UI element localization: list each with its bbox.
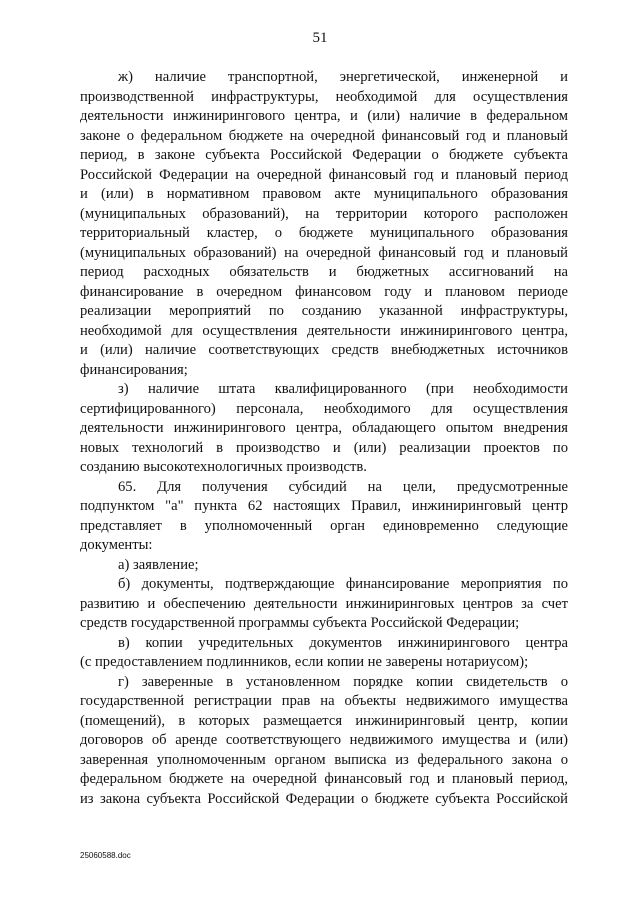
text-line: Российской Федерации на очередной финансовый год и плановый период bbox=[80, 166, 568, 183]
paragraph-b bbox=[80, 575, 568, 634]
paragraph-v bbox=[80, 634, 568, 673]
text-line: г) заверенные в установленном порядке копии свидетельств о bbox=[118, 673, 568, 690]
text-line: из закона субъекта Российской Федерации о бюджете субъекта Российской bbox=[80, 790, 568, 807]
text-line: заверенная уполномоченным органом выписка из федерального закона о bbox=[80, 751, 568, 768]
paragraph-z bbox=[80, 380, 568, 478]
text-line: (помещений), в которых размещается инжиниринговый центр, копии bbox=[80, 712, 568, 729]
paragraph-zh bbox=[80, 68, 568, 380]
text-line: период расходных обязательств и бюджетных ассигнований на bbox=[80, 264, 568, 280]
footer-file-code: 25060588.doc bbox=[80, 851, 131, 860]
text-line: (муниципальных образований), на территории которого расположен bbox=[80, 205, 568, 222]
text-line: договоров об аренде соответствующего недвижимого имущества и (или) bbox=[80, 732, 568, 748]
page-number: 51 bbox=[312, 30, 328, 46]
text-line: в) копии учредительных документов инжинирингового центра bbox=[118, 634, 568, 651]
text-line: деятельности инжинирингового центра, и (или) наличие в федеральном bbox=[80, 108, 568, 124]
text-line: и (или) наличие соответствующих средств внебюджетных источников bbox=[80, 342, 568, 358]
text-line: реализации мероприятий по созданию указанной инфраструктуры, bbox=[80, 303, 568, 319]
text-line: финансирования; bbox=[80, 361, 188, 378]
paragraph-p65 bbox=[80, 478, 568, 556]
text-line: (муниципальных образований) на очередной финансовый год и плановый bbox=[80, 244, 568, 261]
text-line: созданию высокотехнологичных производств. bbox=[80, 459, 367, 475]
text-line: федеральном бюджете на очередной финансовый год и плановый период, bbox=[80, 771, 568, 787]
text-line: финансирование в очередном финансовом году и плановом периоде bbox=[80, 283, 568, 300]
text-line: необходимой для осуществления деятельности инжинирингового центра, bbox=[80, 322, 568, 339]
text-line: а) заявление; bbox=[118, 556, 199, 573]
text-line: средств государственной программы субъекта Российской Федерации; bbox=[80, 615, 520, 631]
text-line: ж) наличие транспортной, энергетической, инженерной и bbox=[118, 69, 568, 85]
text-line: законе о федеральном бюджете на очередной финансовый год и плановый bbox=[80, 127, 568, 144]
text-line: 65. Для получения субсидий на цели, предусмотренные bbox=[118, 478, 568, 495]
text-line: территориальный кластер, о бюджете муниципального образования bbox=[80, 225, 568, 241]
text-line: государственной регистрации прав на объекты недвижимого имущества bbox=[80, 693, 568, 709]
paragraph-g bbox=[80, 673, 568, 810]
text-line: подпунктом "а" пункта 62 настоящих Правил, инжиниринговый центр bbox=[80, 498, 568, 514]
text-line: и (или) в нормативном правовом акте муниципального образования bbox=[80, 186, 568, 202]
text-line: деятельности инжинирингового центра, обладающего опытом внедрения bbox=[80, 420, 568, 436]
text-line: з) наличие штата квалифицированного (при необходимости bbox=[118, 381, 568, 397]
text-line: документы: bbox=[80, 537, 153, 553]
document-body bbox=[80, 68, 568, 809]
text-line: производственной инфраструктуры, необходимой для осуществления bbox=[80, 88, 568, 105]
text-line: (с предоставлением подлинников, если копии не заверены нотариусом); bbox=[80, 654, 529, 670]
text-line: развитию и обеспечению деятельности инжиниринговых центров за счет bbox=[80, 595, 568, 612]
paragraph-a bbox=[80, 556, 568, 576]
text-line: б) документы, подтверждающие финансирование мероприятия по bbox=[118, 576, 568, 592]
text-line: представляет в уполномоченный орган единовременно следующие bbox=[80, 517, 568, 534]
text-line: сертифицированного) персонала, необходимого для осуществления bbox=[80, 400, 568, 417]
text-line: период, в законе субъекта Российской Федерации о бюджете субъекта bbox=[80, 147, 568, 163]
text-line: новых технологий в производство и (или) реализации проектов по bbox=[80, 439, 568, 456]
